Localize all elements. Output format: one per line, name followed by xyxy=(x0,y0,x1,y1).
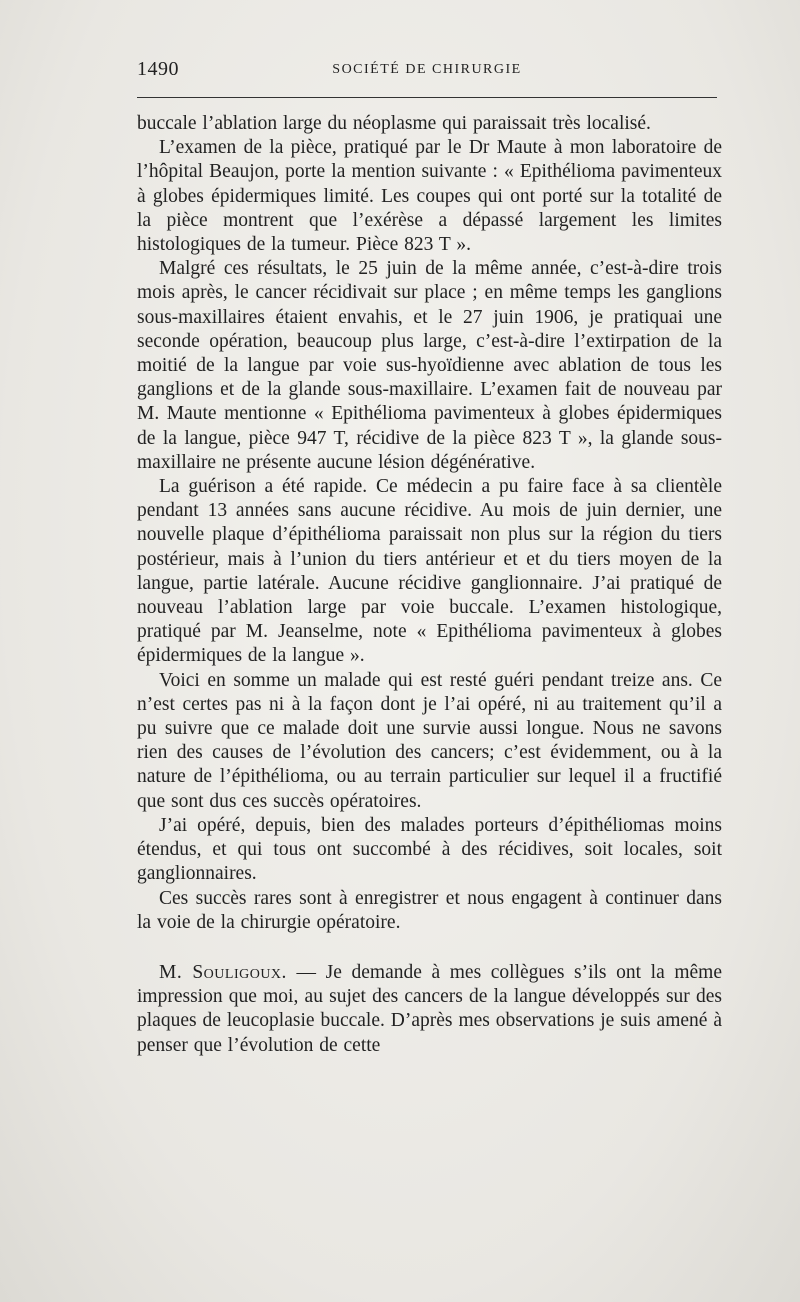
page-number: 1490 xyxy=(137,58,179,80)
page-header xyxy=(137,58,717,88)
paragraph: J’ai opéré, depuis, bien des malades porteurs d’épithéliomas moins étendus, et qui tous ont succombé à des récidives, soit locales, soit ganglionnaires. xyxy=(137,814,722,885)
paragraph: L’examen de la pièce, pratiqué par le Dr Maute à mon laboratoire de l’hôpital Beaujon, porte la mention suivante : « Epithélioma pavimenteux à globes épidermiques limité. Les coupes qui ont porté sur la totalité de la pièce montrent que l’exérèse a dépassé largement les limites histologiques de la tumeur. Pièce 823 T ». xyxy=(137,137,722,256)
speaker-name: M. Souligoux. xyxy=(159,961,287,983)
paragraph: La guérison a été rapide. Ce médecin a pu faire face à sa clientèle pendant 13 années sans aucune récidive. Au mois de juin dernier, une nouvelle plaque d’épithélioma paraissait non plus sur la région du tiers postérieur, mais à l’union du tiers antérieur et et du tiers moyen de la langue, partie latérale. Aucune récidive ganglionnaire. J’ai pratiqué de nouveau l’ablation large par voie buccale. L’examen histologique, pratiqué par M. Jeanselme, note « Epithélioma pavimenteux à globes épidermiques de la langue ». xyxy=(137,476,722,667)
paragraph: Malgré ces résultats, le 25 juin de la même année, c’est-à-dire trois mois après, le cancer récidivait sur place ; en même temps les ganglions sous-maxillaires étaient envahis, et le 27 juin 1906, je pratiquai une seconde opération, beaucoup plus large, c’est-à-dire l’extirpation de la moitié de la langue par voie sus-hyoïdienne avec ablation de tous les ganglions et de la glande sous-maxillaire. L’examen fait de nouveau par M. Maute mentionne « Epithélioma pavimenteux à globes épidermiques de la langue, pièce 947 T, récidive de la pièce 823 T », la glande sous-maxillaire ne présente aucune lésion dégénérative. xyxy=(137,258,722,473)
body-text xyxy=(137,112,722,1058)
header-rule xyxy=(137,97,717,98)
running-title: SOCIÉTÉ DE CHIRURGIE xyxy=(332,62,522,77)
paragraph: Voici en somme un malade qui est resté guéri pendant treize ans. Ce n’est certes pas ni à la façon dont je l’ai opéré, ni au traitement qu’il a pu suivre que ce malade doit une survie aussi longue. Nous ne savons rien des causes de l’évolution des cancers; c’est évidemment, ou à la nature de l’épithélioma, ou au terrain particulier sur lequel il a fructifié que sont dus ces succès opératoires. xyxy=(137,669,722,812)
speaker-paragraph xyxy=(137,961,722,1058)
speaker-text: — Je demande à mes collègues s’ils ont la même impression que moi, au sujet des cancers de la langue développés sur des plaques de leucoplasie buccale. D’après mes observations je suis amené à penser que l’évolution de cette xyxy=(137,961,722,1056)
paragraph: Ces succès rares sont à enregistrer et nous engagent à continuer dans la voie de la chirurgie opératoire. xyxy=(137,887,722,933)
paragraph: buccale l’ablation large du néoplasme qui paraissait très localisé. xyxy=(137,113,651,134)
